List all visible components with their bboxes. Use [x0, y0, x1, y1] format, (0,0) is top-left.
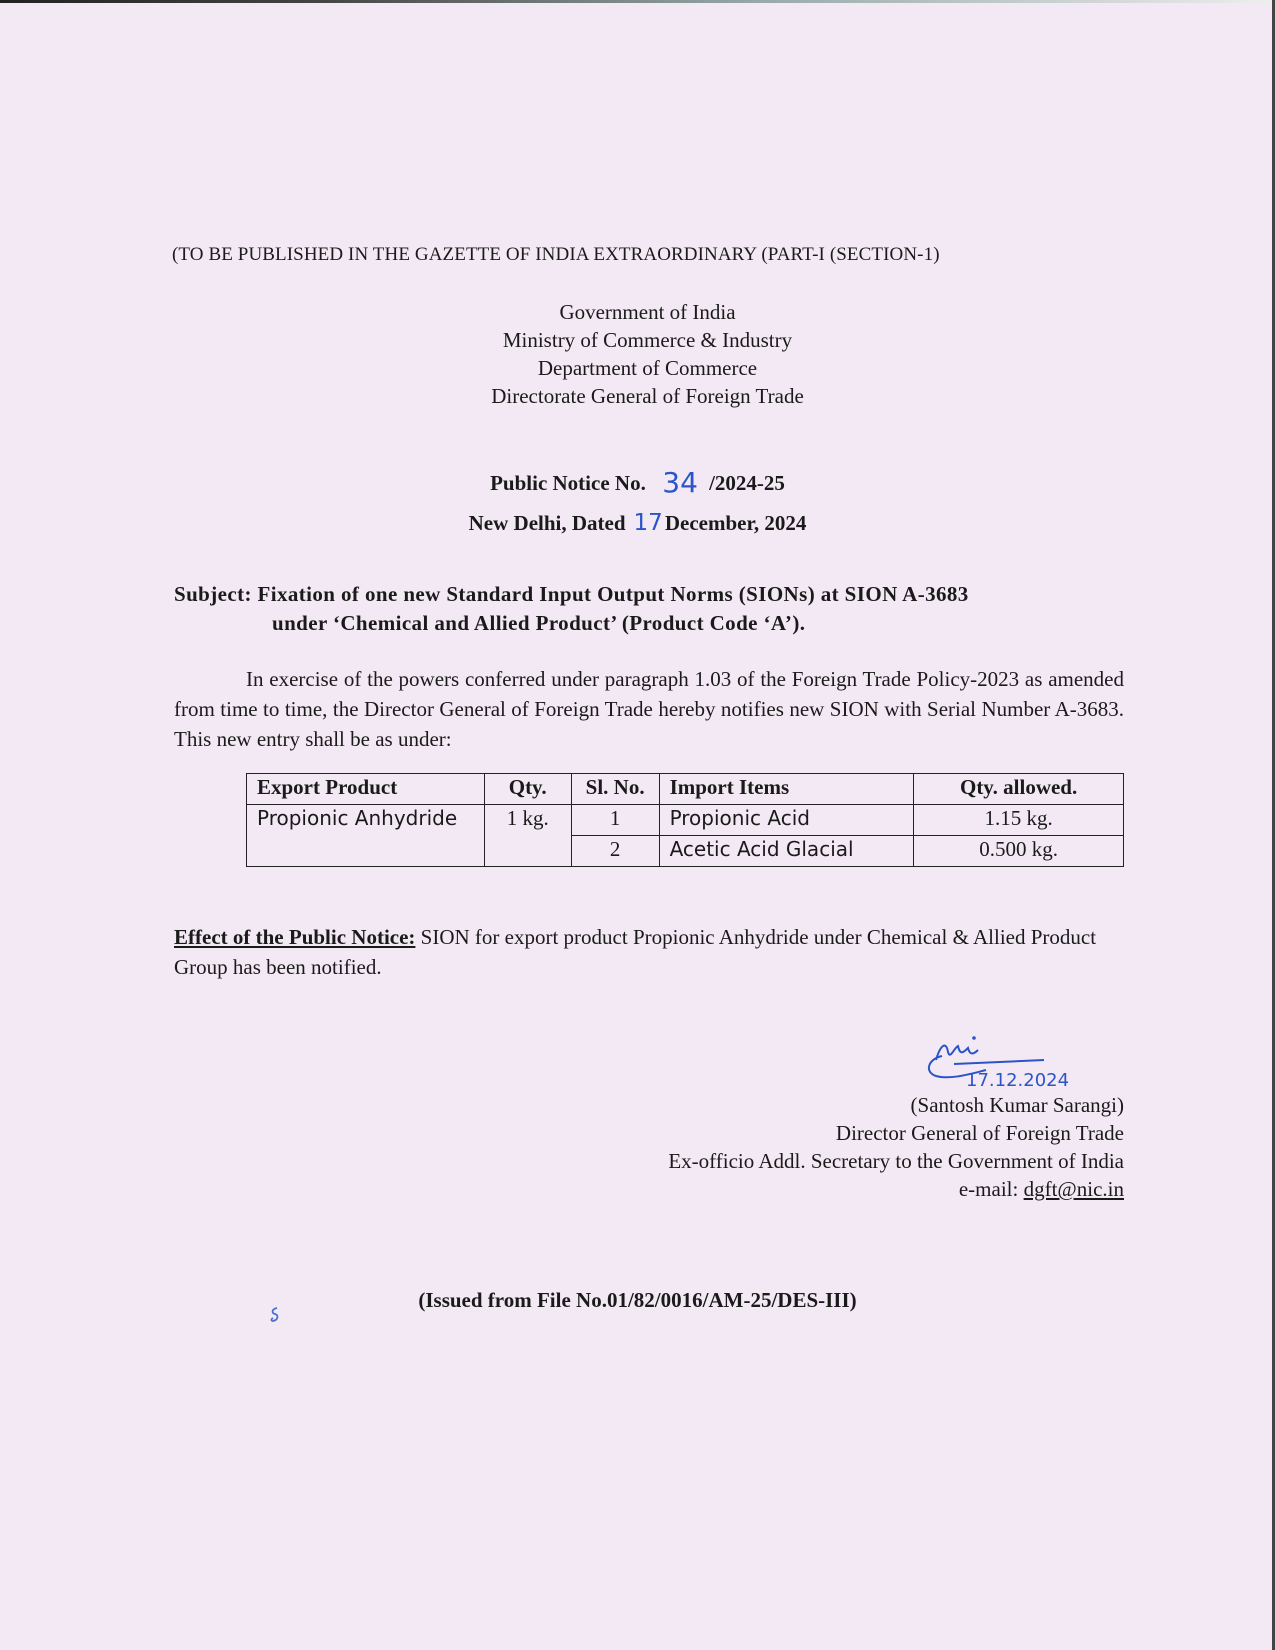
signatory-email-line — [668, 1175, 1124, 1203]
header-import-items: Import Items — [659, 774, 914, 805]
handwritten-signature — [920, 1026, 1100, 1095]
signatory-title: Director General of Foreign Trade — [835, 1121, 1124, 1145]
gazette-publication-line: (TO BE PUBLISHED IN THE GAZETTE OF INDIA EXTRAORDINARY (PART-I (SECTION-1) — [172, 244, 940, 265]
email-link[interactable]: dgft@nic.in — [1023, 1177, 1124, 1201]
signature-date: 17.12.2024 — [966, 1070, 1070, 1090]
issuing-authority-block — [0, 298, 1275, 410]
cell-qty: 1 kg. — [484, 805, 571, 867]
ink-mark — [268, 1306, 282, 1329]
body-paragraph — [174, 664, 1124, 754]
table-row — [247, 805, 1124, 836]
body-paragraph-text: In exercise of the powers conferred under paragraph 1.03 of the Foreign Trade Policy-2023 as amended from time to time, the Director General of Foreign Trade hereby notifies new SION with Serial Number A-3683. This new entry shall be as under: — [174, 667, 1124, 751]
table-header-row — [247, 774, 1124, 805]
effect-label: Effect of the Public Notice: — [174, 925, 416, 949]
signatory-designation: Ex-officio Addl. Secretary to the Government of India — [668, 1149, 1124, 1173]
effect-text: SION for export product Propionic Anhydride under Chemical & Allied Product Group has been notified. — [174, 925, 1097, 979]
header-qty-allowed: Qty. allowed. — [914, 774, 1124, 805]
cell-qty-allowed: 1.15 kg. — [914, 805, 1124, 836]
email-label: e-mail: — [958, 1177, 1024, 1201]
ink-mark-icon — [268, 1306, 282, 1324]
cell-sl-no: 1 — [571, 805, 659, 836]
subject-line-2: under ‘Chemical and Allied Product’ (Product Code ‘A’). — [272, 611, 806, 635]
scan-edge-top — [0, 0, 1275, 3]
org-government: Government of India — [559, 300, 736, 324]
signature-icon — [920, 1026, 1100, 1090]
public-notice-number — [0, 466, 1275, 499]
org-department: Department of Commerce — [537, 356, 758, 380]
header-qty: Qty. — [484, 774, 571, 805]
notice-date-line — [0, 510, 1275, 536]
cell-sl-no: 2 — [571, 836, 659, 867]
subject-block — [174, 580, 1124, 638]
header-export-product: Export Product — [247, 774, 485, 805]
signatory-block — [668, 1091, 1124, 1203]
cell-import-item: Propionic Acid — [659, 805, 914, 836]
notice-suffix: /2024-25 — [709, 471, 785, 495]
handwritten-notice-number: 34 — [662, 466, 698, 499]
handwritten-date-day: 17 — [633, 510, 663, 536]
signatory-name: (Santosh Kumar Sarangi) — [910, 1093, 1124, 1117]
effect-of-notice — [174, 922, 1124, 982]
org-directorate: Directorate General of Foreign Trade — [491, 384, 804, 408]
cell-import-item: Acetic Acid Glacial — [659, 836, 914, 867]
cell-export-product: Propionic Anhydride — [247, 805, 485, 867]
org-ministry: Ministry of Commerce & Industry — [502, 328, 793, 352]
notice-prefix: Public Notice No. — [490, 471, 646, 495]
header-sl-no: Sl. No. — [571, 774, 659, 805]
cell-qty-allowed: 0.500 kg. — [914, 836, 1124, 867]
dated-prefix: New Delhi, Dated — [468, 511, 626, 535]
file-number: (Issued from File No.01/82/0016/AM-25/DES-III) — [418, 1288, 857, 1312]
subject-line-1: Subject: Fixation of one new Standard Input Output Norms (SIONs) at SION A-3683 — [174, 582, 969, 606]
dated-suffix: December, 2024 — [664, 511, 807, 535]
sion-table — [246, 773, 1124, 867]
